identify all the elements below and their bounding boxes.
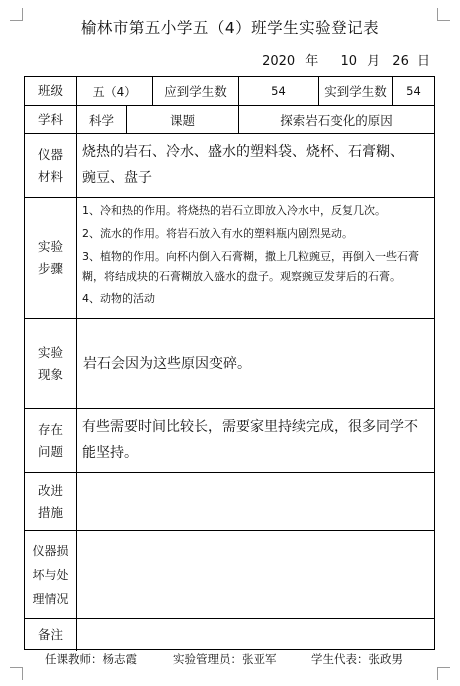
- problems-label: [25, 409, 77, 472]
- row-improvements: [25, 473, 434, 531]
- materials-line: 豌豆、盘子: [82, 170, 152, 186]
- steps-label-line2: 步骤: [37, 261, 63, 276]
- date-day: 26: [392, 54, 409, 69]
- phenomenon-text: 岩石会因为这些原因变碎。: [83, 355, 251, 372]
- row-phenomenon: [25, 319, 434, 409]
- steps-label-line1: 实验: [37, 239, 63, 254]
- improvements-content: [77, 473, 434, 530]
- record-table: [24, 76, 435, 650]
- notes-label: 备注: [25, 619, 77, 651]
- phenomenon-label-line1: 实验: [37, 344, 63, 360]
- improvements-label-line1: 改进: [37, 482, 63, 498]
- equipment-label-line3: 理情况: [32, 591, 69, 606]
- date-day-label: 日: [416, 54, 430, 69]
- row-problems: [25, 409, 434, 473]
- actual-students-value: 54: [406, 84, 421, 98]
- step-item: 1、冷和热的作用。将烧热的岩石立即放入冷水中，反复几次。: [82, 204, 386, 217]
- equipment-label-line1: 仪器损: [32, 543, 69, 558]
- subject-value: 科学: [77, 106, 127, 133]
- improvements-label-line2: 措施: [37, 504, 63, 520]
- equipment-content: [77, 531, 434, 618]
- step-item: 4、动物的活动: [82, 292, 155, 305]
- steps-label: [25, 198, 77, 318]
- materials-label: [25, 134, 77, 197]
- row-materials: [25, 134, 434, 198]
- topic-label: 课题: [127, 106, 239, 133]
- materials-line: 烧热的岩石、冷水、盛水的塑料袋、烧杯、石膏糊、: [82, 144, 404, 160]
- manager-signature: 实验管理员：张亚军: [173, 652, 277, 666]
- row-steps: [25, 198, 434, 319]
- step-item: 3、植物的作用。向杯内倒入石膏糊，撒上几粒豌豆，再倒入一些石膏糊，将结成块的石膏糊放入盛水的盘子。观察豌豆发芽后的石膏。: [82, 250, 419, 283]
- page-corner-mark-bottom-left: [10, 667, 23, 680]
- materials-label-line2: 材料: [37, 168, 63, 184]
- student-rep-signature: 学生代表：张政男: [311, 652, 403, 666]
- problems-text: 有些需要时间比较长，需要家里持续完成，很多同学不能坚持。: [82, 419, 418, 461]
- date-month-label: 月: [367, 54, 381, 69]
- expected-students-label: 应到学生数: [153, 77, 239, 105]
- improvements-label: [25, 473, 77, 530]
- problems-label-line2: 问题: [37, 443, 63, 459]
- equipment-label-line2: 坏与处: [32, 567, 69, 582]
- page-corner-mark-bottom-right: [437, 667, 450, 680]
- actual-students-label: 实到学生数: [319, 77, 393, 105]
- row-class-info: [25, 77, 434, 106]
- teacher-signature: 任课教师：杨志霞: [45, 652, 137, 666]
- materials-content: [77, 134, 434, 197]
- expected-students-value: 54: [239, 77, 319, 105]
- phenomenon-label-line2: 现象: [37, 366, 63, 382]
- date-month: 10: [340, 54, 357, 69]
- materials-label-line1: 仪器: [37, 146, 63, 162]
- row-notes: [25, 619, 434, 651]
- step-item: 2、流水的作用。将岩石放入有水的塑料瓶内剧烈晃动。: [82, 227, 353, 240]
- date-line: [262, 50, 430, 69]
- row-subject-info: [25, 106, 434, 134]
- page-title: 榆林市第五小学五（4）班学生实验登记表: [80, 19, 380, 37]
- class-value: 五（4）: [77, 77, 153, 105]
- equipment-label: [25, 531, 77, 618]
- phenomenon-label: [25, 319, 77, 408]
- problems-label-line1: 存在: [37, 421, 63, 437]
- row-equipment: [25, 531, 434, 619]
- notes-content: [77, 619, 434, 651]
- date-year: 2020: [262, 54, 296, 69]
- topic-value: 探索岩石变化的原因: [280, 112, 393, 128]
- class-label: 班级: [25, 77, 77, 105]
- subject-label: 学科: [25, 106, 77, 133]
- date-year-label: 年: [305, 54, 319, 69]
- steps-content: [77, 198, 434, 318]
